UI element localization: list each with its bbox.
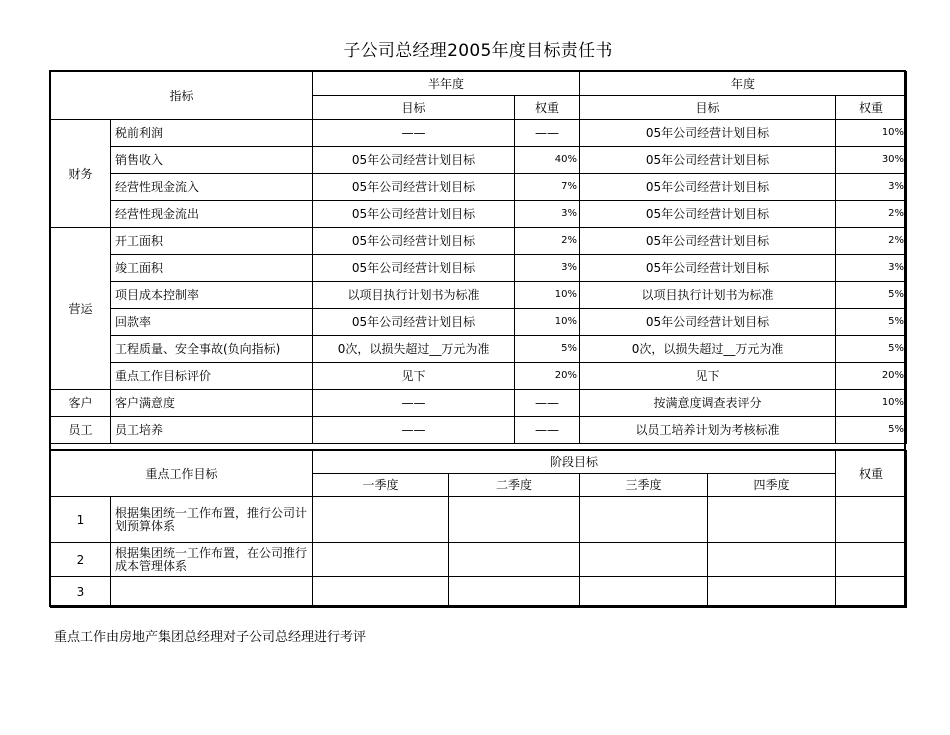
key-work-q3-cell [580,497,708,543]
half-year-target: 05年公司经营计划目标 [313,201,515,228]
category-label: 财务 [51,120,111,228]
key-work-number: 1 [51,497,111,543]
key-work-number: 3 [51,577,111,608]
table-row [51,255,907,282]
header-year: 年度 [580,72,907,96]
year-target: 05年公司经营计划目标 [580,255,836,282]
key-work-q4-cell [708,543,836,577]
key-work-text: 根据集团统一工作布置，在公司推行成本管理体系 [111,543,313,577]
table-row [51,120,907,147]
key-work-weight-cell [836,497,907,543]
indicator-table-body [51,72,907,444]
half-year-target: 05年公司经营计划目标 [313,147,515,174]
year-target: 以项目执行计划书为标准 [580,282,836,309]
table-row [51,336,907,363]
half-year-target: 05年公司经营计划目标 [313,228,515,255]
indicator-name: 开工面积 [111,228,313,255]
half-year-target: 05年公司经营计划目标 [313,174,515,201]
indicator-name: 员工培养 [111,417,313,444]
key-work-table-body [51,451,907,608]
header-half-year: 半年度 [313,72,580,96]
year-weight: 3% [836,174,907,201]
indicator-name: 客户满意度 [111,390,313,417]
year-target: 05年公司经营计划目标 [580,147,836,174]
header-stage-target: 阶段目标 [313,451,836,474]
year-weight: 20% [836,363,907,390]
half-year-weight: —— [515,390,580,417]
key-work-text: 根据集团统一工作布置，推行公司计划预算体系 [111,497,313,543]
category-label: 营运 [51,228,111,390]
header-indicator: 指标 [51,72,313,120]
table-row [51,282,907,309]
half-year-weight: 2% [515,228,580,255]
table-row [51,497,907,543]
header-half-weight: 权重 [515,96,580,120]
half-year-target: 0次，以损失超过__万元为准 [313,336,515,363]
half-year-target: 05年公司经营计划目标 [313,255,515,282]
key-work-text [111,577,313,608]
table-row [51,228,907,255]
year-weight: 2% [836,201,907,228]
half-year-weight: 7% [515,174,580,201]
table-row [51,577,907,608]
key-work-q3-cell [580,543,708,577]
key-work-q2-cell [449,497,580,543]
half-year-weight: 10% [515,282,580,309]
year-weight: 2% [836,228,907,255]
year-weight: 5% [836,336,907,363]
header-q1: 一季度 [313,474,449,497]
table-row [51,543,907,577]
table-row [51,201,907,228]
indicator-name: 项目成本控制率 [111,282,313,309]
key-work-q2-cell [449,543,580,577]
year-target: 05年公司经营计划目标 [580,174,836,201]
header-key-weight: 权重 [836,451,907,497]
key-work-weight-cell [836,543,907,577]
header-year-target: 目标 [580,96,836,120]
year-weight: 10% [836,390,907,417]
key-work-table [50,450,907,608]
key-work-q1-cell [313,577,449,608]
key-work-q1-cell [313,497,449,543]
indicator-name: 回款率 [111,309,313,336]
half-year-target: 见下 [313,363,515,390]
half-year-weight: 5% [515,336,580,363]
half-year-target: 以项目执行计划书为标准 [313,282,515,309]
table-row [51,147,907,174]
key-work-q4-cell [708,497,836,543]
year-target: 05年公司经营计划目标 [580,201,836,228]
category-label: 员工 [51,417,111,444]
year-weight: 5% [836,309,907,336]
key-work-number: 2 [51,543,111,577]
indicator-name: 竣工面积 [111,255,313,282]
indicator-name: 重点工作目标评价 [111,363,313,390]
year-target: 按满意度调查表评分 [580,390,836,417]
indicator-table [50,71,907,444]
indicator-name: 经营性现金流入 [111,174,313,201]
year-target: 0次，以损失超过__万元为准 [580,336,836,363]
half-year-target: —— [313,120,515,147]
year-target: 05年公司经营计划目标 [580,309,836,336]
year-target: 见下 [580,363,836,390]
table-divider [50,440,906,450]
header-half-target: 目标 [313,96,515,120]
half-year-weight: 10% [515,309,580,336]
indicator-name: 销售收入 [111,147,313,174]
half-year-weight: 3% [515,201,580,228]
table-row [51,174,907,201]
indicator-name: 工程质量、安全事故(负向指标) [111,336,313,363]
half-year-target: 05年公司经营计划目标 [313,309,515,336]
year-target: 以员工培养计划为考核标准 [580,417,836,444]
half-year-weight: —— [515,120,580,147]
year-target: 05年公司经营计划目标 [580,228,836,255]
table-row [51,309,907,336]
indicator-name: 税前利润 [111,120,313,147]
half-year-target: —— [313,417,515,444]
page-title: 子公司总经理2005年度目标责任书 [343,41,613,61]
header-key-work: 重点工作目标 [51,451,313,497]
key-work-q2-cell [449,577,580,608]
half-year-weight: 3% [515,255,580,282]
table-row [51,363,907,390]
key-work-weight-cell [836,577,907,608]
key-work-q3-cell [580,577,708,608]
year-weight: 3% [836,255,907,282]
indicator-name: 经营性现金流出 [111,201,313,228]
year-weight: 30% [836,147,907,174]
footnote: 重点工作由房地产集团总经理对子公司总经理进行考评 [54,630,367,645]
half-year-weight: —— [515,417,580,444]
header-year-weight: 权重 [836,96,907,120]
year-weight: 10% [836,120,907,147]
header-q3: 三季度 [580,474,708,497]
half-year-target: —— [313,390,515,417]
year-target: 05年公司经营计划目标 [580,120,836,147]
key-work-q4-cell [708,577,836,608]
table-row [51,390,907,417]
key-work-q1-cell [313,543,449,577]
half-year-weight: 20% [515,363,580,390]
category-label: 客户 [51,390,111,417]
header-q4: 四季度 [708,474,836,497]
year-weight: 5% [836,282,907,309]
header-q2: 二季度 [449,474,580,497]
year-weight: 5% [836,417,907,444]
half-year-weight: 40% [515,147,580,174]
